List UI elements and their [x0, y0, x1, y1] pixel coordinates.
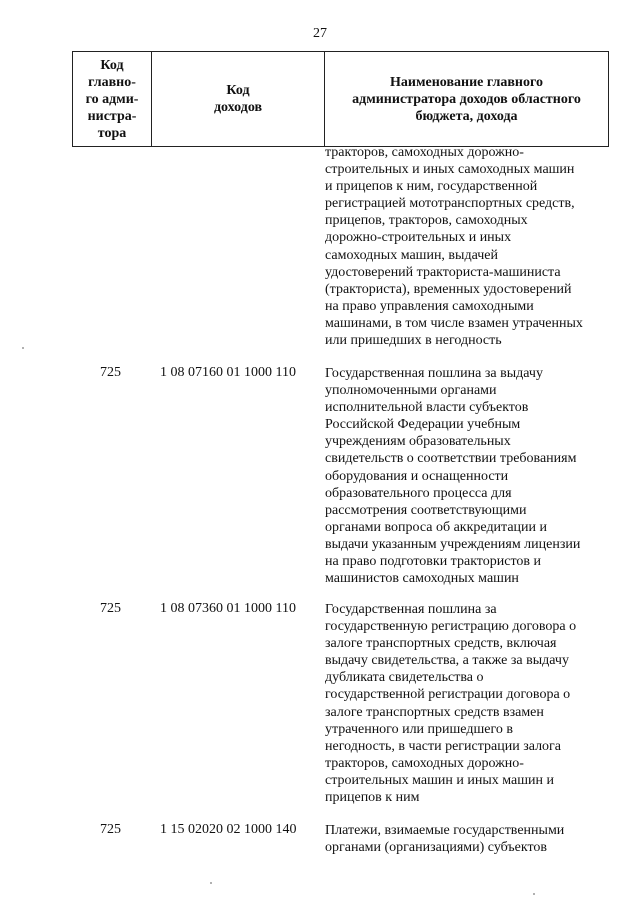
row-income-code: 1 15 02020 02 1000 140	[160, 822, 297, 837]
text-line: органами вопроса об аккредитации и	[325, 519, 548, 535]
text-line: строительных машин и иных машин и	[325, 772, 554, 788]
scan-speck	[22, 347, 24, 349]
text-line: прицепов к ним	[325, 790, 420, 806]
text-line: Российской Федерации учебным	[325, 417, 521, 433]
header-admin-code-line: нистра-	[87, 108, 137, 124]
text-line: или пришедших в негодность	[325, 333, 502, 349]
text-line: дорожно-строительных и иных	[325, 230, 512, 246]
continuation-text	[325, 144, 610, 349]
text-line: государственной регистрации договора о	[325, 687, 571, 703]
header-admin-code-line: го адми-	[85, 91, 139, 107]
text-line: рассмотрения соответствующими	[325, 502, 527, 518]
header-admin-code	[73, 52, 152, 147]
text-line: самоходных машин, выдачей	[325, 247, 498, 263]
text-line: Государственная пошлина за выдачу	[325, 366, 543, 381]
text-line: выдачи указанным учреждениям лицензии	[325, 536, 581, 552]
row-admin-code: 725	[100, 601, 121, 616]
text-line: прицепов, тракторов, самоходных	[325, 213, 528, 229]
row-income-code: 1 08 07160 01 1000 110	[160, 365, 296, 380]
text-line: свидетельств о соответствии требованиям	[325, 451, 577, 467]
text-line: строительных и иных самоходных машин	[325, 162, 575, 178]
text-line: Государственная пошлина за	[325, 602, 497, 617]
text-line: учреждениям образовательных	[325, 434, 511, 450]
text-line: образовательного процесса для	[325, 485, 512, 501]
text-line: Платежи, взимаемые государственными	[325, 823, 565, 838]
page-number: 27	[313, 26, 327, 41]
text-line: и прицепов к ним, государственной	[325, 179, 538, 195]
text-line: оборудования и оснащенности	[325, 468, 509, 484]
header-name	[325, 52, 609, 147]
header-name-line: Наименование главного	[390, 74, 543, 90]
scan-speck	[210, 882, 212, 884]
row-description	[325, 601, 610, 806]
header-income-code	[152, 52, 325, 147]
scan-speck	[533, 893, 535, 895]
text-line: удостоверений тракториста-машиниста	[325, 264, 561, 280]
header-admin-code-line: главно-	[88, 74, 136, 90]
text-line: негодность, в части регистрации залога	[325, 738, 562, 754]
text-line: выдачу свидетельства, а также за выдачу	[325, 653, 569, 669]
text-line: залоге транспортных средств, включая	[325, 636, 557, 652]
text-line: тракторов, самоходных дорожно-	[325, 145, 524, 160]
header-admin-code-line: Код	[100, 57, 124, 73]
text-line: тракторов, самоходных дорожно-	[325, 755, 524, 771]
text-line: уполномоченными органами	[325, 383, 497, 399]
text-line: дубликата свидетельства о	[325, 670, 484, 686]
text-line: утраченного или пришедшего в	[325, 721, 513, 737]
row-income-code: 1 08 07360 01 1000 110	[160, 601, 296, 616]
text-line: (тракториста), временных удостоверений	[325, 281, 572, 297]
text-line: исполнительной власти субъектов	[325, 400, 529, 416]
header-income-code-line: Код	[226, 83, 250, 98]
text-line: машинами, в том числе взамен утраченных	[325, 315, 583, 331]
header-name-line: бюджета, дохода	[415, 108, 518, 124]
text-line: залоге транспортных средств взамен	[325, 704, 544, 720]
header-name-line: администратора доходов областного	[352, 91, 581, 107]
text-line: государственную регистрацию договора о	[325, 619, 577, 635]
text-line: регистрацией мототранспортных средств,	[325, 196, 575, 212]
row-admin-code: 725	[100, 822, 121, 837]
row-description	[325, 822, 610, 856]
row-admin-code: 725	[100, 365, 121, 380]
header-admin-code-line: тора	[97, 125, 127, 141]
text-line: на право подготовки трактористов и	[325, 554, 541, 570]
text-line: органами (организациями) субъектов	[325, 840, 548, 856]
table-header	[72, 51, 609, 147]
header-income-code-line: доходов	[213, 100, 263, 115]
row-description	[325, 365, 610, 587]
text-line: машинистов самоходных машин	[325, 571, 519, 587]
text-line: на право управления самоходными	[325, 298, 534, 314]
